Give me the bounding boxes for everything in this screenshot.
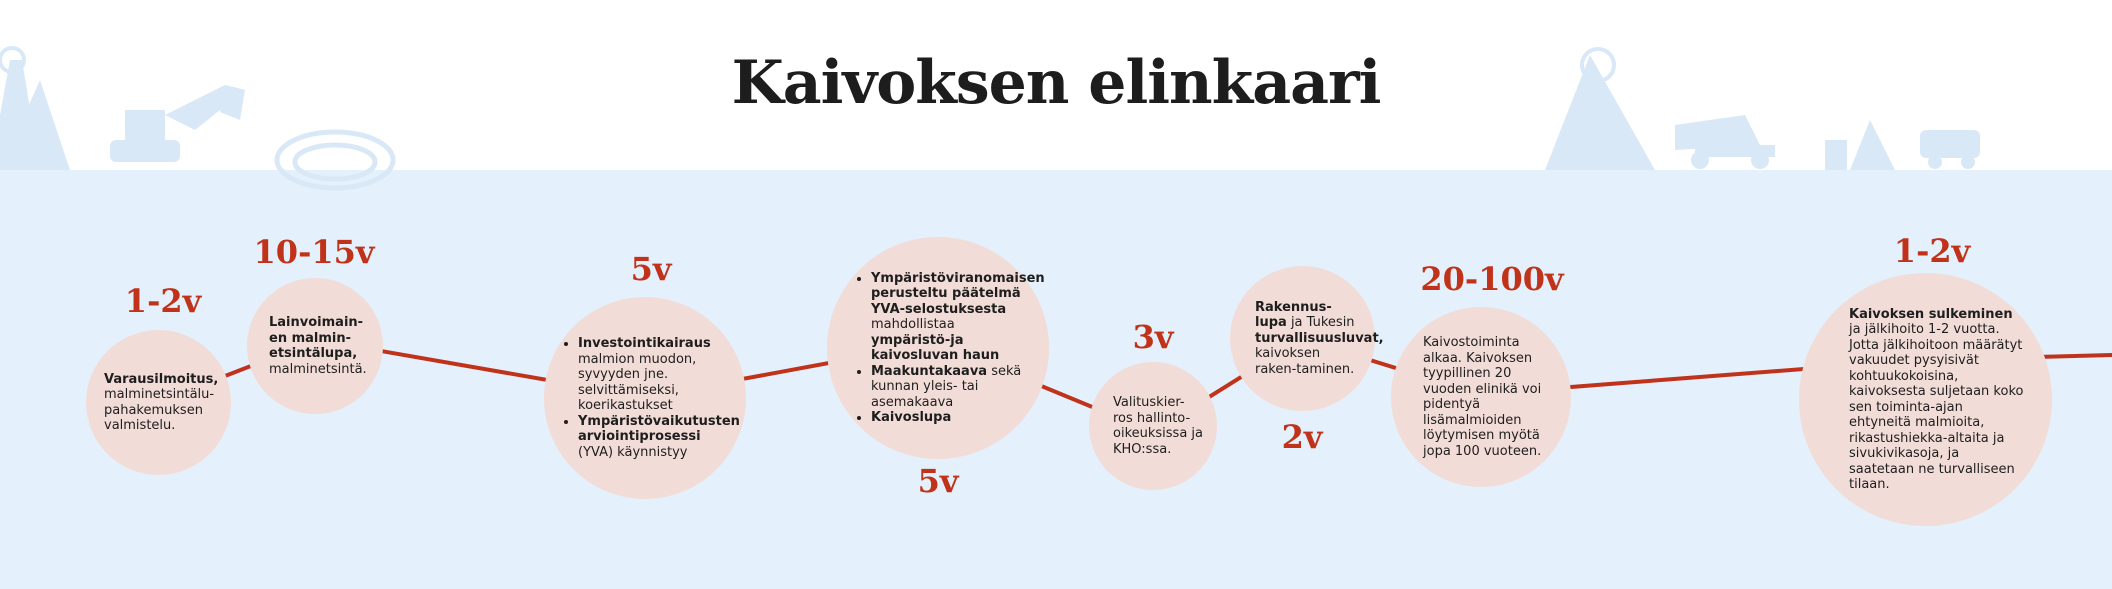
stage-2-duration: 10-15v	[253, 233, 375, 271]
stage-4-circle	[827, 237, 1049, 459]
stage-2-circle	[247, 278, 383, 414]
stage-7-text: Kaivostoiminta alkaa. Kaivoksen tyypillinen 20 vuoden elinikä voi pidentyä lisämalmioiden löytymisen myötä jopa 100 vuoteen.	[1423, 335, 1542, 459]
stage-4-item-3-bold: Kaivoslupa	[871, 410, 952, 425]
stage-3-item-2-rest: (YVA) käynnistyy	[578, 444, 688, 460]
stage-8-text	[1799, 307, 2027, 493]
stage-4-duration: 5v	[917, 462, 959, 500]
stage-3-circle	[544, 297, 746, 499]
page-title: Kaivoksen elinkaari	[731, 48, 1381, 118]
stage-7-duration: 20-100v	[1420, 260, 1564, 298]
stage-6-duration: 2v	[1281, 418, 1323, 456]
stage-1-duration: 1-2v	[124, 282, 202, 320]
stage-4-item-1-bold2: ympäristö-ja kaivosluvan haun	[871, 332, 1000, 363]
stage-3-item-1	[578, 336, 734, 414]
stage-1-rest: malminetsintälu-pahakemuksen valmistelu.	[104, 387, 215, 433]
stage-8-duration: 1-2v	[1893, 232, 1971, 270]
stage-6-circle	[1230, 266, 1384, 411]
stage-7-circle	[1391, 307, 1571, 487]
stage-3-item-2-bold: Ympäristövaikutusten arviointiprosessi	[578, 413, 740, 444]
stage-2-rest: malminetsintä.	[269, 361, 367, 377]
stage-3-duration: 5v	[630, 250, 672, 288]
stage-8-circle	[1799, 273, 2052, 526]
stage-6-rest: kaivoksen raken-taminen.	[1255, 346, 1355, 377]
stage-4-item-1-bold: Ympäristöviranomaisen perusteltu päätelmä YVA-selostuksesta	[871, 270, 1045, 317]
stage-3-item-2	[578, 413, 740, 461]
stage-4-item-2-rest: sekä kunnan yleis- tai asemakaava	[871, 363, 1022, 410]
stage-5-duration: 3v	[1132, 318, 1174, 356]
stage-4-item-3	[871, 410, 1027, 426]
stage-1-circle	[86, 330, 231, 475]
stage-5-circle	[1089, 362, 1217, 490]
stage-3-text	[544, 336, 740, 460]
stage-4-item-2-bold: Maakuntakaava	[871, 363, 988, 379]
stage-4-item-1	[871, 270, 1045, 364]
stage-4-text	[827, 270, 1045, 426]
stage-6-bold: Rakennus-lupa	[1255, 299, 1332, 331]
stage-2-bold: Lainvoimain-en malmin-etsintälupa,	[269, 315, 364, 361]
stage-4-item-1-rest: mahdollistaa	[871, 317, 955, 332]
stage-6-text	[1230, 299, 1384, 378]
stage-1-bold: Varausilmoitus,	[104, 371, 219, 387]
stage-4-item-2	[871, 364, 1027, 411]
stage-3-item-1-bold: Investointikairaus	[578, 336, 711, 351]
stage-1-text	[86, 371, 219, 434]
stage-5-text: Valituskier-ros hallinto-oikeuksissa ja KHO:ssa.	[1113, 395, 1204, 457]
stage-8-bold: Kaivoksen sulkeminen	[1849, 306, 2013, 322]
stage-3-item-1-rest: malmion muodon, syvyyden jne. selvittämiseksi, koerikastukset	[578, 351, 697, 413]
stage-2-text	[247, 315, 369, 377]
stage-6-bold2: turvallisuusluvat,	[1255, 330, 1384, 346]
stage-6-mid: ja Tukesin	[1290, 315, 1355, 331]
stage-8-rest: ja jälkihoito 1-2 vuotta. Jotta jälkihoitoon määrätyt vakuudet pysyisivät kohtuukokoisina, kaivoksesta suljetaan koko sen toiminta-ajan ehtyneitä malmioita, rikastushiekka-altaita ja sivukivikasoja, ja saatetaan ne turvalliseen tilaan.	[1849, 322, 2024, 492]
